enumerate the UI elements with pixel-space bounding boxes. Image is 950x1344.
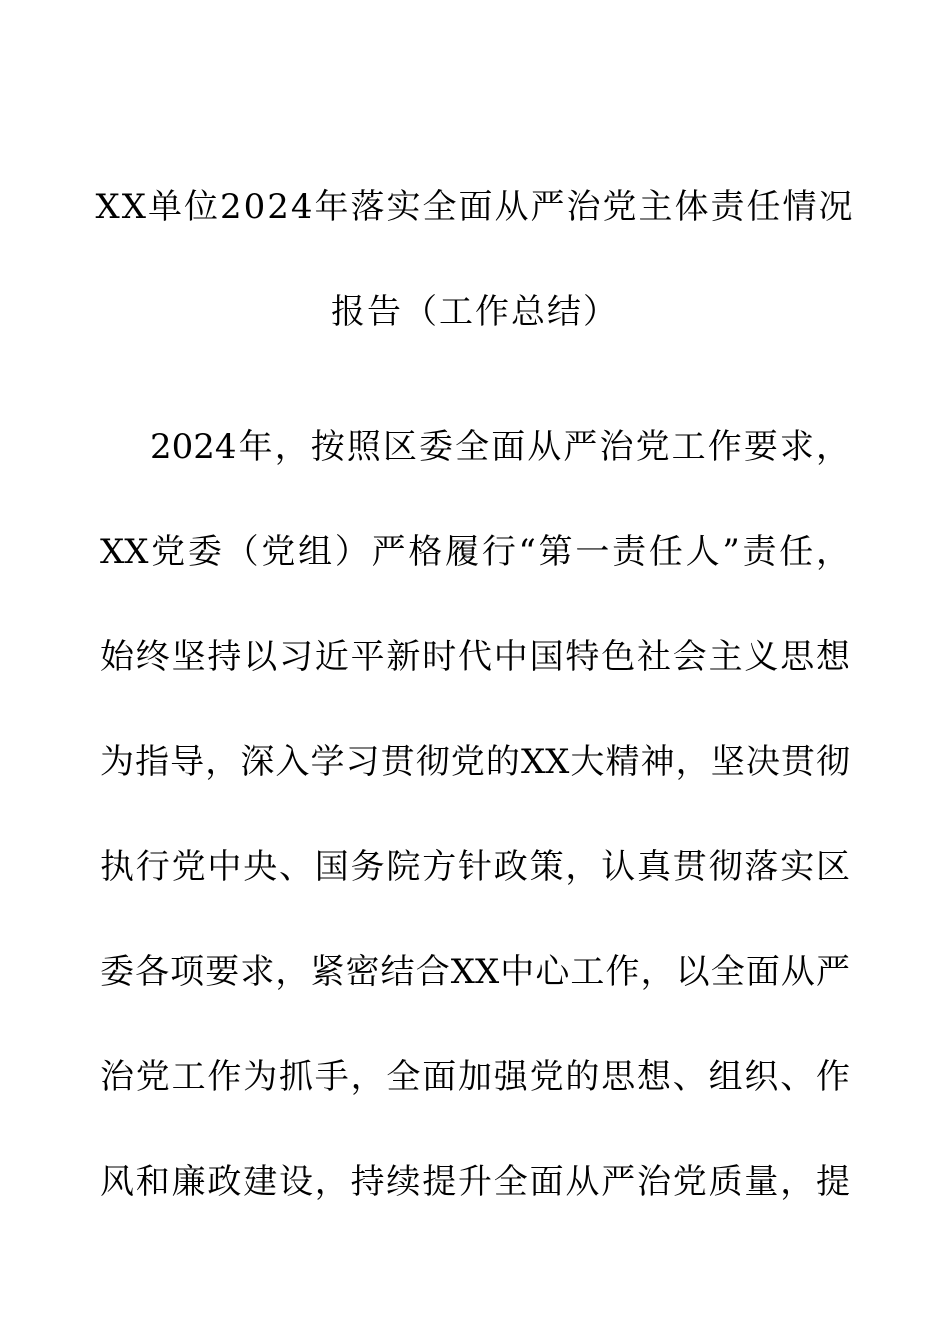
document-title-line-2: 报告（工作总结） <box>331 292 619 332</box>
body-paragraph-line: 治党工作为抓手，全面加强党的思想、组织、作 <box>100 1057 850 1097</box>
body-paragraph-line: 执行党中央、国务院方针政策，认真贯彻落实区 <box>100 847 850 887</box>
body-paragraph-line: 委各项要求，紧密结合XX中心工作，以全面从严 <box>100 952 850 992</box>
body-paragraph-line: 2024年，按照区委全面从严治党工作要求， <box>150 427 850 467</box>
body-paragraph-line: XX党委（党组）严格履行“第一责任人”责任， <box>100 532 850 572</box>
document-title-line-1: XX单位2024年落实全面从严治党主体责任情况 <box>95 187 855 227</box>
body-paragraph-line: 始终坚持以习近平新时代中国特色社会主义思想 <box>100 637 850 677</box>
body-paragraph-line: 为指导，深入学习贯彻党的XX大精神，坚决贯彻 <box>100 742 850 782</box>
body-paragraph-line: 风和廉政建设，持续提升全面从严治党质量，提 <box>100 1162 850 1202</box>
